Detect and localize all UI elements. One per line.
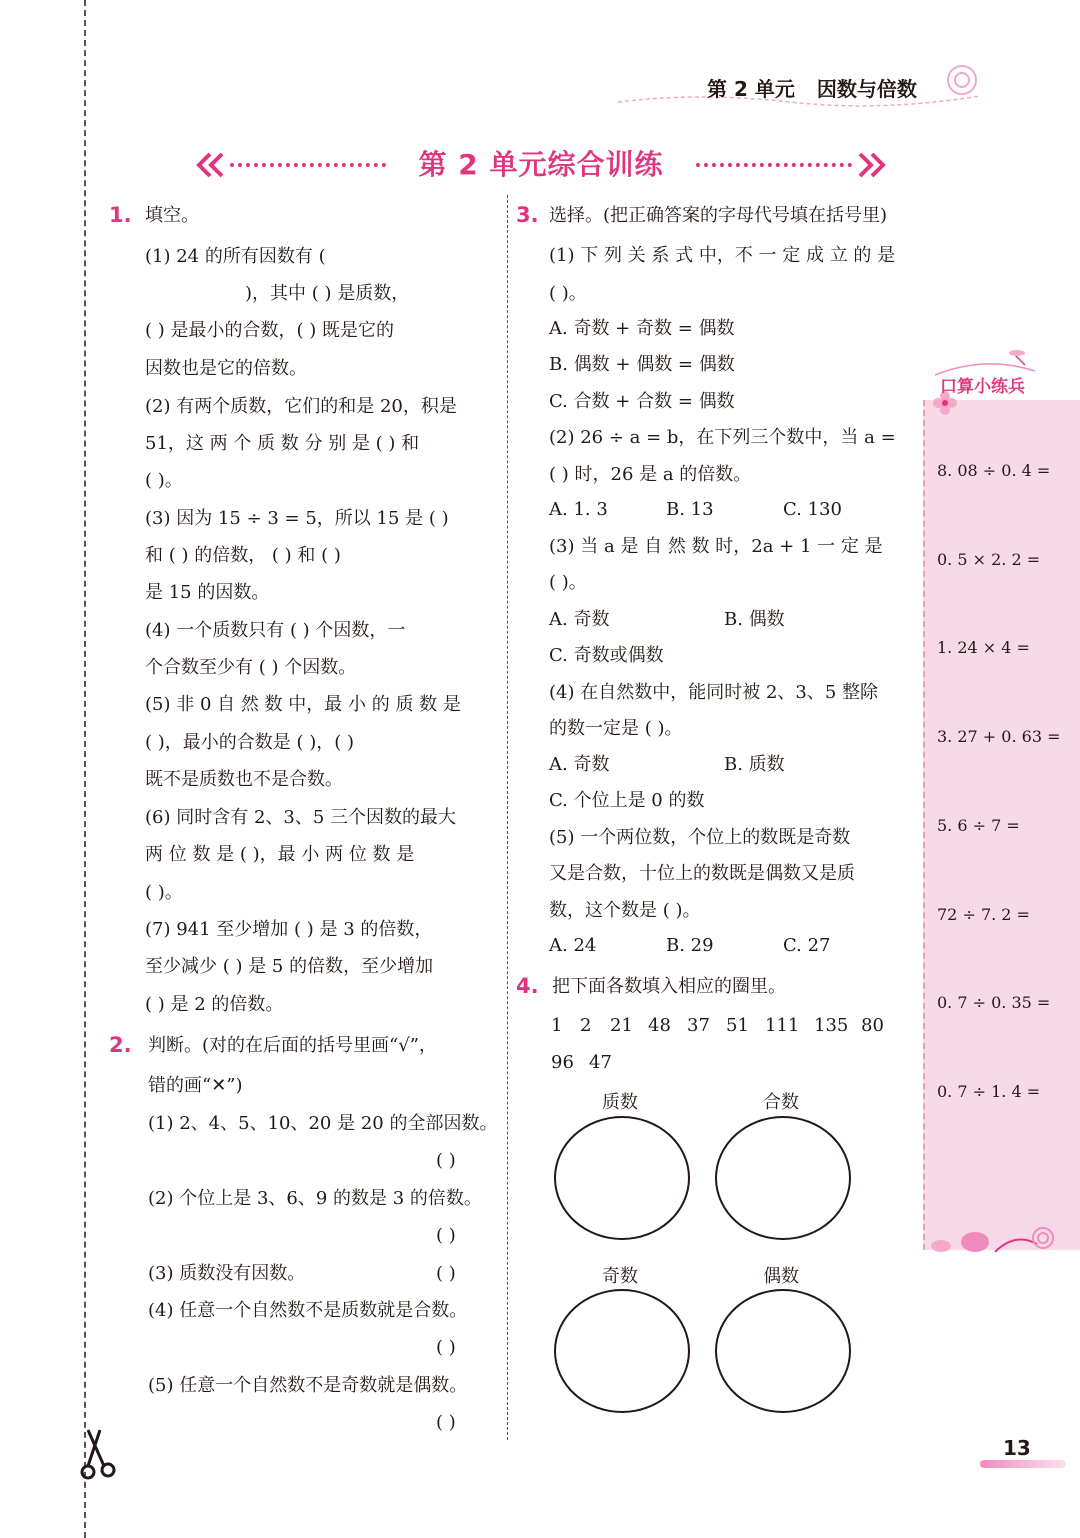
page-number-bar — [980, 1460, 1066, 1468]
calc-item: 1. 24 × 4 = — [937, 638, 1030, 657]
question-2-number: 2. — [109, 1033, 132, 1057]
q1-line: 个合数至少有 ( ) 个因数。 — [145, 657, 357, 678]
calc-item: 72 ÷ 7. 2 = — [937, 905, 1030, 924]
calc-item: 0. 7 ÷ 1. 4 = — [937, 1082, 1041, 1101]
q1-line: (3) 因为 15 ÷ 3 = 5，所以 15 是 ( ) — [145, 508, 449, 529]
answer-paren[interactable]: ( ) — [436, 1337, 456, 1358]
unit-topic: 因数与倍数 — [816, 77, 917, 101]
question-2-heading-cont: 错的画“✕”) — [148, 1075, 243, 1096]
q3-line: (2) 26 ÷ a = b，在下列三个数中，当 a = — [549, 427, 896, 448]
number-item: 111 — [765, 1015, 800, 1036]
q1-line: )，其中 ( ) 是质数， — [245, 283, 410, 304]
page-number: 13 — [1003, 1436, 1031, 1460]
question-1-number: 1. — [109, 203, 132, 227]
q3-line: (1) 下 列 关 系 式 中，不 一 定 成 立 的 是 — [549, 245, 896, 266]
answer-paren[interactable]: ( ) — [436, 1412, 456, 1433]
composite-circle[interactable] — [715, 1116, 851, 1240]
option: C. 合数 + 合数 = 偶数 — [549, 391, 735, 412]
odd-circle[interactable] — [554, 1289, 690, 1413]
number-item: 37 — [687, 1015, 710, 1036]
judge-item: (2) 个位上是 3、6、9 的数是 3 的倍数。 — [148, 1188, 482, 1209]
option: C. 130 — [783, 499, 842, 520]
q3-line: (5) 一个两位数，个位上的数既是奇数 — [549, 827, 851, 848]
option: C. 个位上是 0 的数 — [549, 790, 705, 811]
option: A. 奇数 — [549, 609, 610, 630]
option: B. 质数 — [724, 754, 785, 775]
circle-label-composite: 合数 — [763, 1092, 799, 1113]
page-title: 第 2 单元综合训练 — [418, 148, 664, 181]
calc-item: 0. 5 × 2. 2 = — [937, 550, 1041, 569]
answer-paren[interactable]: ( ) — [436, 1150, 456, 1171]
q1-line: 和 ( ) 的倍数， ( ) 和 ( ) — [145, 545, 341, 566]
q1-line: ( )，最小的合数是 ( )，( ) — [145, 732, 355, 753]
question-1-heading: 填空。 — [145, 205, 199, 226]
q1-line: ( ) 是 2 的倍数。 — [145, 994, 284, 1015]
q1-line: 51，这 两 个 质 数 分 别 是 ( ) 和 — [145, 433, 420, 454]
q3-line: 的数一定是 ( )。 — [549, 718, 683, 739]
question-4-number: 4. — [516, 974, 539, 998]
q1-line: (2) 有两个质数，它们的和是 20，积是 — [145, 396, 457, 417]
calc-item: 3. 27 + 0. 63 = — [937, 727, 1061, 746]
cut-line — [84, 0, 86, 1538]
option: B. 偶数 — [724, 609, 785, 630]
number-item: 96 — [551, 1052, 574, 1073]
question-4-heading: 把下面各数填入相应的圈里。 — [552, 976, 786, 997]
option: B. 偶数 + 偶数 = 偶数 — [549, 354, 735, 375]
number-item: 47 — [589, 1052, 612, 1073]
answer-paren[interactable]: ( ) — [436, 1225, 456, 1246]
unit-header — [707, 73, 917, 102]
calc-item: 8. 08 ÷ 0. 4 = — [937, 461, 1051, 480]
circle-label-odd: 奇数 — [602, 1266, 638, 1287]
q3-line: 又是合数，十位上的数既是偶数又是质 — [549, 863, 855, 884]
circle-label-prime: 质数 — [602, 1092, 638, 1113]
judge-item: (4) 任意一个自然数不是质数就是合数。 — [148, 1300, 468, 1321]
q1-line: ( )。 — [145, 470, 183, 491]
q3-line: ( )。 — [549, 572, 587, 593]
sidebar-title: 口算小练兵 — [940, 377, 1025, 397]
option: A. 1. 3 — [549, 499, 608, 520]
number-item: 80 — [861, 1015, 884, 1036]
q1-line: (6) 同时含有 2、3、5 三个因数的最大 — [145, 807, 457, 828]
q3-line: (4) 在自然数中，能同时被 2、3、5 整除 — [549, 682, 879, 703]
double-chevron-right-icon — [856, 150, 886, 180]
number-item: 135 — [814, 1015, 849, 1036]
q3-line: 数，这个数是 ( )。 — [549, 900, 701, 921]
option: A. 奇数 + 奇数 = 偶数 — [549, 318, 735, 339]
q1-line: ( )。 — [145, 882, 183, 903]
number-item: 1 — [551, 1015, 563, 1036]
option: C. 奇数或偶数 — [549, 645, 664, 666]
option: A. 奇数 — [549, 754, 610, 775]
q1-line: 是 15 的因数。 — [145, 582, 270, 603]
prime-circle[interactable] — [554, 1116, 690, 1240]
q1-line: 因数也是它的倍数。 — [145, 358, 307, 379]
even-circle[interactable] — [715, 1289, 851, 1413]
judge-item: (1) 2、4、5、10、20 是 20 的全部因数。 — [148, 1113, 498, 1134]
banner-dots-right — [696, 163, 852, 167]
q1-line: 至少减少 ( ) 是 5 的倍数，至少增加 — [145, 956, 434, 977]
q1-line: (1) 24 的所有因数有 ( — [145, 246, 326, 267]
circle-label-even: 偶数 — [763, 1266, 799, 1287]
option: C. 27 — [783, 935, 831, 956]
option: B. 13 — [666, 499, 714, 520]
question-2-heading: 判断。(对的在后面的括号里画“√”， — [148, 1035, 437, 1056]
judge-item: (5) 任意一个自然数不是奇数就是偶数。 — [148, 1375, 468, 1396]
shell-decoration — [925, 1222, 1065, 1262]
calc-item: 5. 6 ÷ 7 = — [937, 816, 1020, 835]
q3-line: (3) 当 a 是 自 然 数 时，2a + 1 一 定 是 — [549, 536, 883, 557]
q1-line: 两 位 数 是 ( )，最 小 两 位 数 是 — [145, 844, 415, 865]
number-item: 51 — [726, 1015, 749, 1036]
q1-line: ( ) 是最小的合数，( ) 既是它的 — [145, 320, 394, 341]
number-item: 48 — [648, 1015, 671, 1036]
question-3-number: 3. — [516, 203, 539, 227]
option: B. 29 — [666, 935, 714, 956]
question-3-heading: 选择。(把正确答案的字母代号填在括号里) — [549, 205, 888, 226]
calc-item: 0. 7 ÷ 0. 35 = — [937, 993, 1051, 1012]
option: A. 24 — [549, 935, 597, 956]
answer-paren[interactable]: ( ) — [436, 1263, 456, 1284]
q3-line: ( )。 — [549, 283, 587, 304]
column-divider — [507, 195, 508, 1440]
q1-line: (5) 非 0 自 然 数 中，最 小 的 质 数 是 — [145, 694, 461, 715]
number-item: 2 — [580, 1015, 592, 1036]
judge-item: (3) 质数没有因数。 — [148, 1263, 306, 1284]
section-banner — [196, 140, 886, 190]
number-item: 21 — [610, 1015, 633, 1036]
q3-line: ( ) 时，26 是 a 的倍数。 — [549, 464, 752, 485]
scissors-icon — [78, 1428, 122, 1484]
unit-label: 第 2 单元 — [707, 77, 795, 101]
q1-line: 既不是质数也不是合数。 — [145, 769, 343, 790]
q1-line: (7) 941 至少增加 ( ) 是 3 的倍数， — [145, 919, 433, 940]
q1-line: (4) 一个质数只有 ( ) 个因数，一 — [145, 620, 406, 641]
